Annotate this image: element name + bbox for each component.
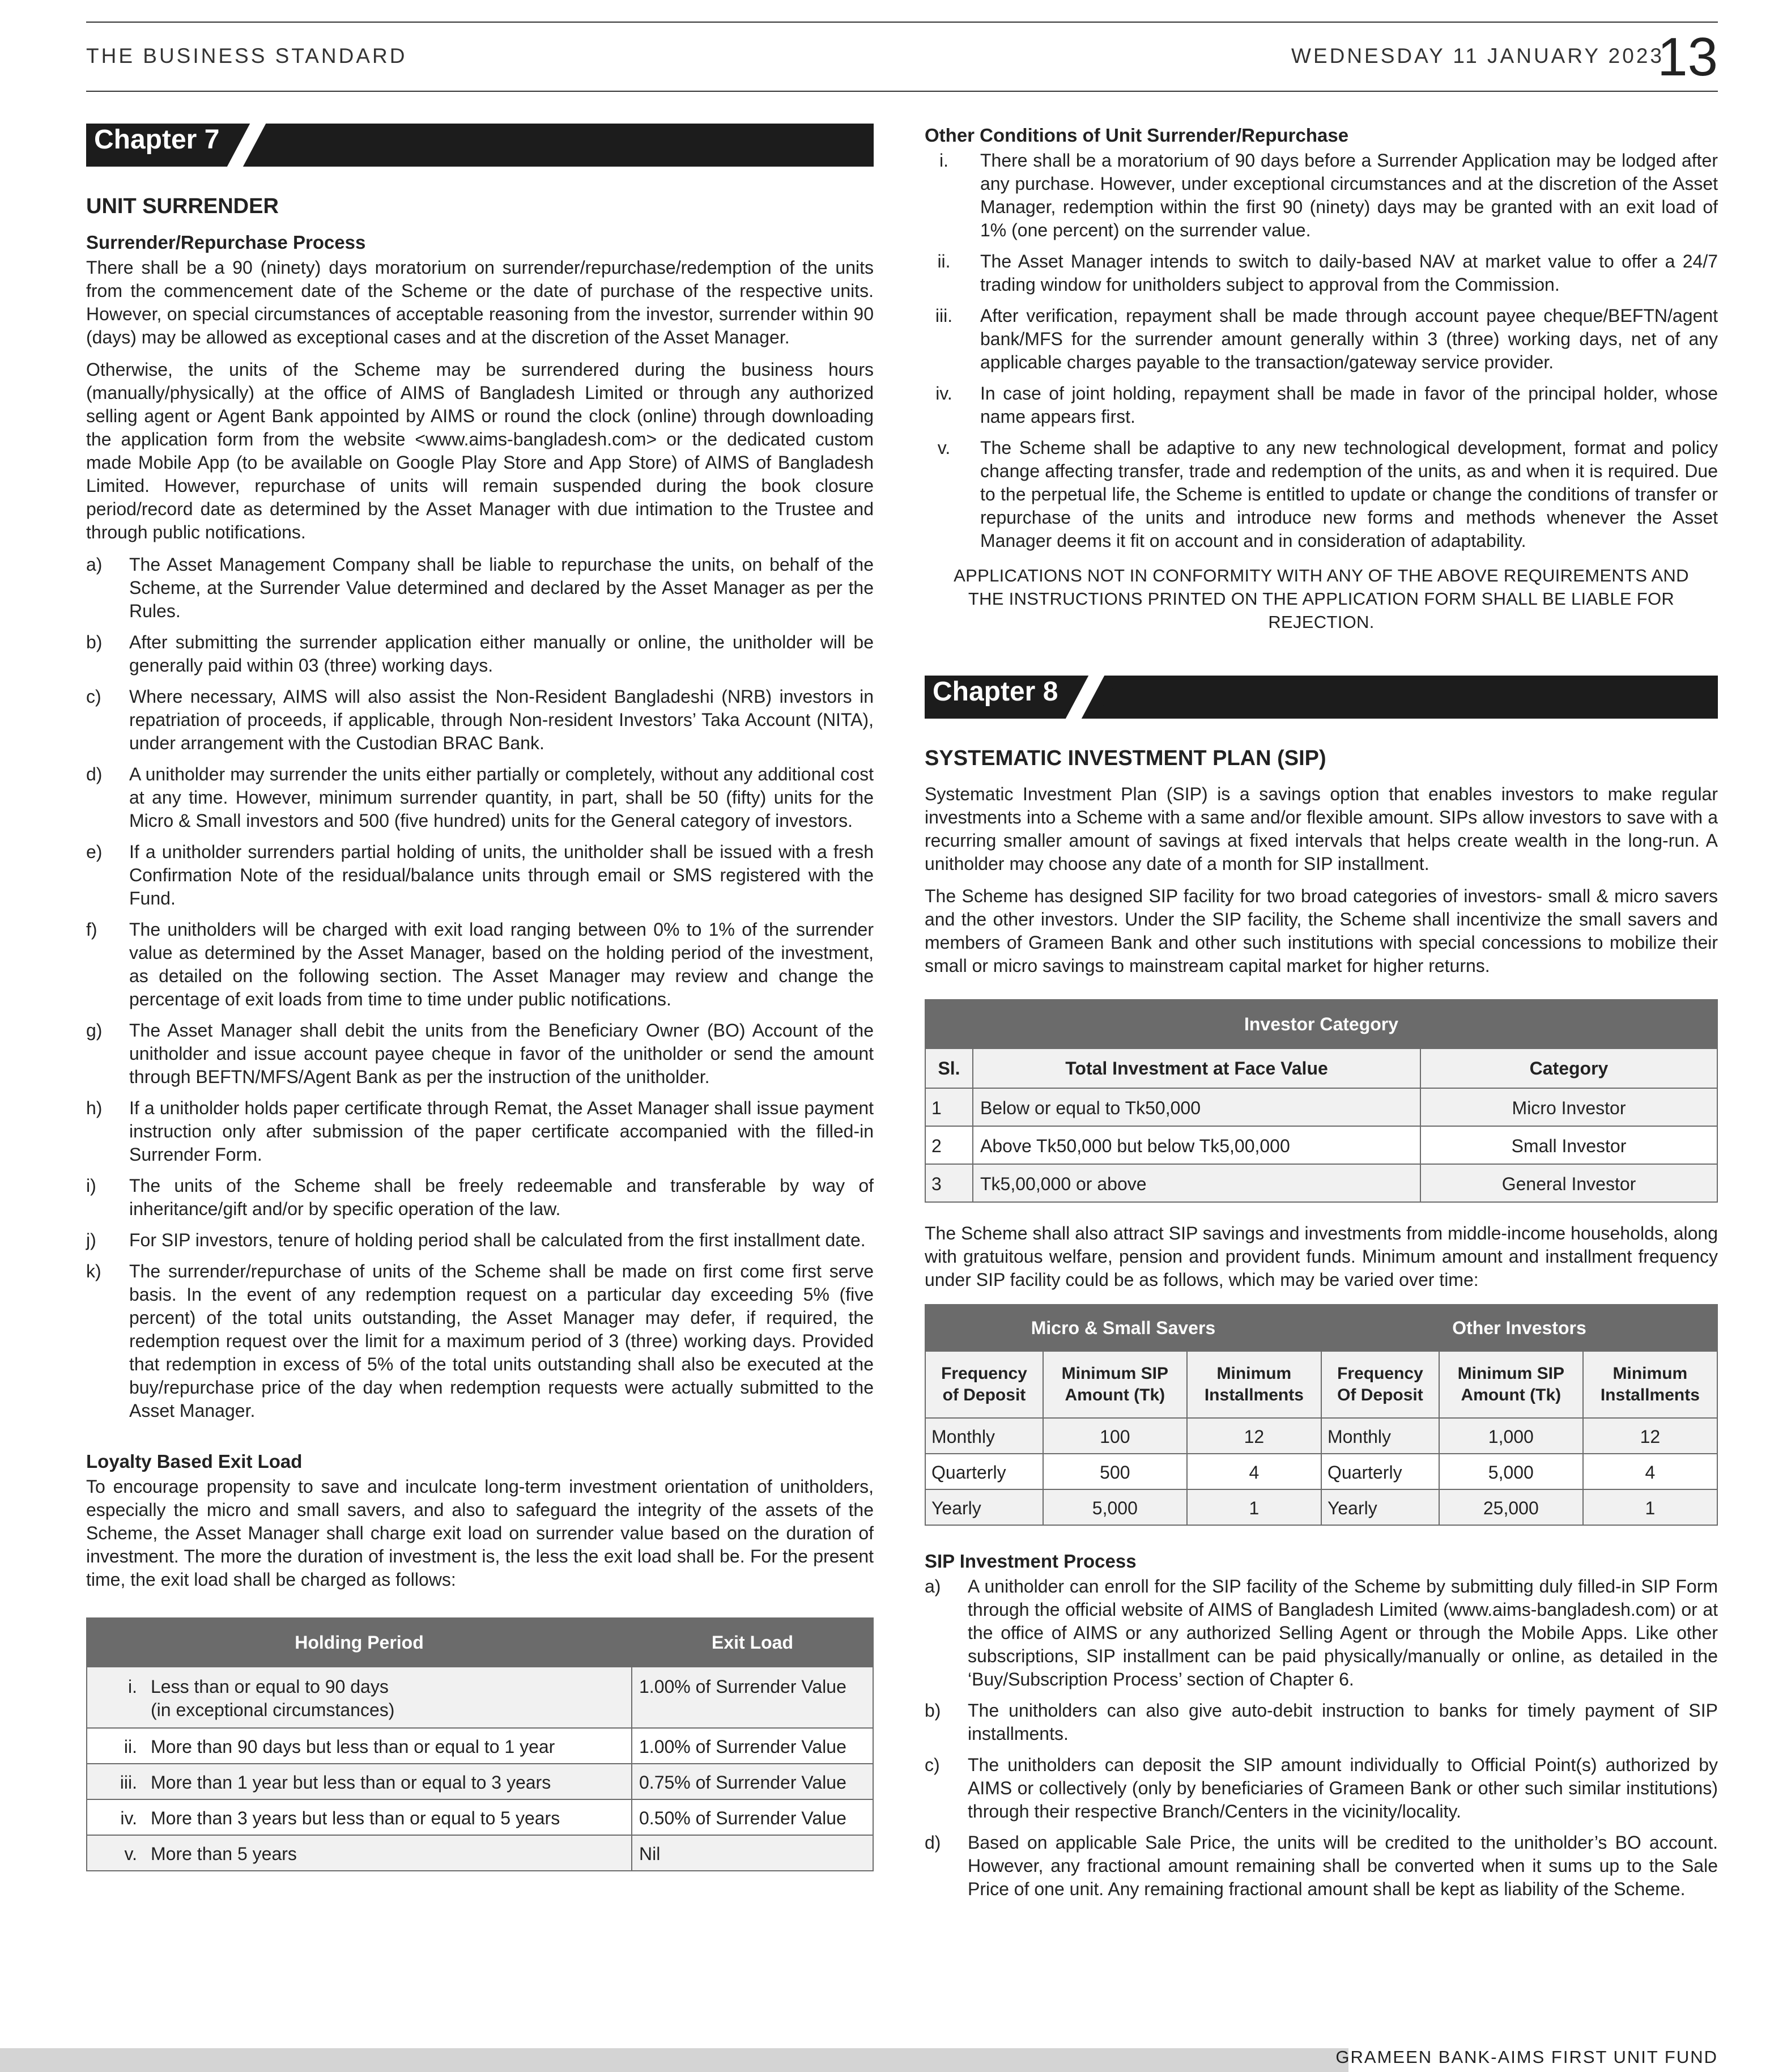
list-item bbox=[86, 685, 874, 755]
list-marker: c) bbox=[925, 1755, 940, 1775]
table-row bbox=[925, 1126, 1717, 1164]
minimum-installments: 12 bbox=[1187, 1418, 1321, 1454]
list-item bbox=[925, 1831, 1718, 1901]
list-item bbox=[86, 1260, 874, 1423]
header-line: Of Deposit bbox=[1337, 1386, 1423, 1404]
table-row bbox=[925, 1418, 1717, 1454]
chapter-7-banner bbox=[86, 124, 874, 167]
list-text: A unitholder can enroll for the SIP facility of the Scheme by submitting duly filled-in SIP Form through the official website of AIMS of Bangladesh Limited (www.aims-bangladesh.com) or at the office of AIMS or any authorized Selling Agent or through the Mobile Apps. Like other subscriptions, SIP installment can be paid physically/manually or online, as detailed in the ‘Buy/Subscription Process’ section of Chapter 6. bbox=[968, 1576, 1718, 1689]
surrender-rules-list bbox=[86, 553, 874, 1423]
list-text: The units of the Scheme shall be freely redeemable and transferable by way of inheritance/gift and/or by specific operation of the law. bbox=[129, 1175, 874, 1219]
list-text: If a unitholder surrenders partial holding of units, the unitholder shall be issued with a fresh Confirmation Note of the residual/balance units through email or SMS registered with the Fund. bbox=[129, 842, 874, 908]
paragraph: The Scheme shall also attract SIP savings and investments from middle-income households, along with gratuitous welfare, pension and provident funds. Minimum amount and installment frequency under SIP facility could be as follows, which may be varied over time: bbox=[925, 1223, 1718, 1290]
list-item bbox=[925, 1575, 1718, 1691]
holding-period-note: (in exceptional circumstances) bbox=[151, 1700, 395, 1720]
minimum-installments: 1 bbox=[1583, 1489, 1717, 1525]
list-marker: iii. bbox=[935, 305, 953, 326]
list-marker: d) bbox=[925, 1832, 941, 1853]
list-marker: a) bbox=[925, 1576, 941, 1597]
header-line: Minimum SIP bbox=[1457, 1364, 1564, 1383]
deposit-frequency: Monthly bbox=[1321, 1418, 1439, 1454]
column-header: Exit Load bbox=[632, 1618, 873, 1667]
header-line: Amount (Tk) bbox=[1065, 1386, 1165, 1404]
holding-period: More than 90 days but less than or equal to 1 year bbox=[151, 1736, 555, 1757]
section-title: SYSTEMATIC INVESTMENT PLAN (SIP) bbox=[925, 746, 1326, 770]
holding-period: More than 3 years but less than or equal to 5 years bbox=[151, 1808, 560, 1828]
header-line: Minimum bbox=[1216, 1364, 1292, 1383]
header-line: Installments bbox=[1600, 1386, 1700, 1404]
column-header: Sl. bbox=[925, 1048, 973, 1088]
header-line: Minimum SIP bbox=[1061, 1364, 1169, 1383]
table-title: Investor Category bbox=[925, 1000, 1717, 1048]
list-text: After submitting the surrender application either manually or online, the unitholder will be generally paid within 03 (three) working days. bbox=[129, 632, 874, 676]
issue-date: WEDNESDAY 11 JANUARY 2023 bbox=[1291, 44, 1664, 67]
subsection-heading: Loyalty Based Exit Load bbox=[86, 1451, 303, 1472]
investor-category-table bbox=[925, 999, 1718, 1203]
exit-load: 0.75% of Surrender Value bbox=[632, 1764, 873, 1799]
minimum-installments: 12 bbox=[1583, 1418, 1717, 1454]
investor-category: Micro Investor bbox=[1420, 1088, 1717, 1126]
column-header: Category bbox=[1420, 1048, 1717, 1088]
table-row bbox=[925, 1454, 1717, 1489]
column-header bbox=[1439, 1351, 1583, 1418]
list-item bbox=[86, 918, 874, 1011]
deposit-frequency: Monthly bbox=[925, 1418, 1043, 1454]
exit-load-table bbox=[86, 1617, 874, 1871]
list-marker: i. bbox=[939, 150, 948, 171]
list-text: The Asset Manager intends to switch to daily-based NAV at market value to offer a 24/7 trading window for unitholders subject to approval from the Commission. bbox=[980, 251, 1718, 295]
subsection-heading: SIP Investment Process bbox=[925, 1551, 1137, 1572]
holding-period: Less than or equal to 90 days bbox=[151, 1676, 389, 1697]
list-text: The unitholders can also give auto-debit instruction to banks for timely payment of SIP installments. bbox=[968, 1700, 1718, 1744]
list-item bbox=[925, 1699, 1718, 1746]
list-text: For SIP investors, tenure of holding period shall be calculated from the first installment date. bbox=[129, 1230, 866, 1250]
minimum-amount: 25,000 bbox=[1439, 1489, 1583, 1525]
list-text: In case of joint holding, repayment shall be made in favor of the principal holder, whose name appears first. bbox=[980, 383, 1718, 427]
subsection-heading: Surrender/Repurchase Process bbox=[86, 232, 366, 253]
list-marker: d) bbox=[86, 764, 103, 784]
column-header bbox=[1583, 1351, 1717, 1418]
minimum-installments: 1 bbox=[1187, 1489, 1321, 1525]
list-item bbox=[925, 1753, 1718, 1823]
sip-process-list bbox=[925, 1575, 1718, 1901]
left-column bbox=[86, 124, 874, 1871]
list-marker: h) bbox=[86, 1098, 103, 1118]
paragraph: There shall be a 90 (ninety) days moratorium on surrender/repurchase/redemption of the units from the commencement date of the Scheme or the date of purchase of the respective units. However, on special circumstances of acceptable reasoning from the investor, surrender within 90 (days) may be allowed as exceptional cases and at the discretion of the Asset Manager. bbox=[86, 257, 874, 347]
minimum-amount: 5,000 bbox=[1043, 1489, 1187, 1525]
investment-range: Above Tk50,000 but below Tk5,00,000 bbox=[973, 1126, 1420, 1164]
chapter-label: Chapter 8 bbox=[933, 677, 1058, 707]
list-text: The surrender/repurchase of units of the Scheme shall be made on first come first serve basis. In the event of any redemption request on a particular day exceeding 5% (five percent) of the total units outstanding, the Asset Manager may defer, if required, the redemption request over the limit for a maximum period of 3 (three) working days. Provided that redemption in excess of 5% of the total units outstanding shall also be executed at the buy/repurchase price of the day when redemption requests were actually submitted to the Asset Manager. bbox=[129, 1261, 874, 1421]
paragraph: Otherwise, the units of the Scheme may be surrendered during the business hours (manually/physically) at the office of AIMS of Bangladesh Limited or through any authorized selling agent or Agent Bank appointed by AIMS or round the clock (online) through downloading the application form from the website <www.aims-bangladesh.com> or the dedicated custom made Mobile App (to be available on Google Play Store and App Store) of AIMS of Bangladesh Limited. However, repurchase of units will remain suspended during the book closure period/record date as determined by the Asset Manager with due intimation to the Trustee and through public notifications. bbox=[86, 359, 874, 542]
right-column bbox=[925, 124, 1718, 1909]
investment-range: Tk5,00,000 or above bbox=[973, 1164, 1420, 1202]
exit-load: Nil bbox=[632, 1835, 873, 1871]
group-header: Other Investors bbox=[1321, 1305, 1717, 1351]
column-header: Total Investment at Face Value bbox=[973, 1048, 1420, 1088]
exit-load: 1.00% of Surrender Value bbox=[632, 1667, 873, 1728]
column-header bbox=[1187, 1351, 1321, 1418]
list-text: Based on applicable Sale Price, the units will be credited to the unitholder’s BO account. However, any fractional amount remaining shall be converted when it sums up to the Sale Price of one unit. Any remaining fractional amount shall be kept as liability of the Scheme. bbox=[968, 1832, 1718, 1899]
column-header bbox=[1043, 1351, 1187, 1418]
holding-period-cell bbox=[144, 1764, 632, 1799]
list-item bbox=[86, 631, 874, 677]
table-row bbox=[87, 1667, 873, 1728]
list-marker: c) bbox=[86, 686, 101, 707]
list-item bbox=[925, 436, 1718, 553]
list-text: The unitholders will be charged with exit load ranging between 0% to 1% of the surrender value as determined by the Asset Manager, based on the holding period of the investment, as detailed on the following section. The Asset Manager may review and change the percentage of exit loads from time to time under public notifications. bbox=[129, 919, 874, 1009]
deposit-frequency: Yearly bbox=[1321, 1489, 1439, 1525]
list-marker: v. bbox=[937, 438, 951, 458]
exit-load: 1.00% of Surrender Value bbox=[632, 1728, 873, 1764]
minimum-installments: 4 bbox=[1187, 1454, 1321, 1489]
list-marker: j) bbox=[86, 1230, 96, 1250]
table-row bbox=[87, 1835, 873, 1871]
column-header bbox=[925, 1351, 1043, 1418]
list-marker: b) bbox=[86, 632, 103, 652]
list-text: A unitholder may surrender the units either partially or completely, without any additional cost at any time. However, minimum surrender quantity, in part, shall be 50 (fifty) units for the Micro & Small investors and 500 (five hundred) units for the General category of investors. bbox=[129, 764, 874, 831]
list-marker: k) bbox=[86, 1261, 101, 1281]
sip-frequency-table bbox=[925, 1304, 1718, 1526]
deposit-frequency: Quarterly bbox=[1321, 1454, 1439, 1489]
list-marker: iv. bbox=[935, 383, 952, 404]
deposit-frequency: Yearly bbox=[925, 1489, 1043, 1525]
exit-load: 0.50% of Surrender Value bbox=[632, 1799, 873, 1835]
list-item bbox=[86, 1174, 874, 1221]
list-text: The unitholders can deposit the SIP amount individually to Official Point(s) authorized by AIMS or collectively (only by beneficiaries of Grameen Bank or other such similar institutions) through their respective Branch/Centers in the vicinity/locality. bbox=[968, 1755, 1718, 1822]
row-number: iv. bbox=[87, 1799, 144, 1835]
row-number: v. bbox=[87, 1835, 144, 1871]
list-item bbox=[925, 304, 1718, 374]
list-item bbox=[86, 1229, 874, 1252]
list-item bbox=[925, 382, 1718, 428]
paragraph: The Scheme has designed SIP facility for two broad categories of investors- small & micro savers and the other investors. Under the SIP facility, the Scheme shall incentivize the small savers and members of Grameen Bank and other such institutions with special concessions to mobilize their small or micro savings to mainstream capital market for higher returns. bbox=[925, 886, 1718, 976]
paragraph: Systematic Investment Plan (SIP) is a savings option that enables investors to make regular investments into a Scheme with a same and/or flexible amount. SIPs allow investors to save with a recurring smaller amount of savings at fixed intervals that helps create wealth in the long-run. A unitholder may choose any date of a month for SIP installment. bbox=[925, 784, 1718, 874]
rejection-notice: APPLICATIONS NOT IN CONFORMITY WITH ANY OF THE ABOVE REQUIREMENTS AND THE INSTRUCTIONS PRINTED ON THE APPLICATION FORM SHALL BE LIABLE FOR REJECTION. bbox=[954, 566, 1689, 632]
list-marker: b) bbox=[925, 1700, 941, 1721]
minimum-amount: 100 bbox=[1043, 1418, 1187, 1454]
table-row bbox=[87, 1764, 873, 1799]
footer-strip bbox=[0, 2048, 1348, 2072]
list-text: If a unitholder holds paper certificate through Remat, the Asset Manager shall issue payment instruction only after submission of the paper certificate accompanied with the filled-in Surrender Form. bbox=[129, 1098, 874, 1165]
minimum-amount: 5,000 bbox=[1439, 1454, 1583, 1489]
minimum-amount: 500 bbox=[1043, 1454, 1187, 1489]
table-row bbox=[925, 1164, 1717, 1202]
minimum-amount: 1,000 bbox=[1439, 1418, 1583, 1454]
list-marker: i) bbox=[86, 1175, 96, 1196]
list-item bbox=[86, 840, 874, 910]
other-conditions-list bbox=[925, 149, 1718, 553]
investor-category: General Investor bbox=[1420, 1164, 1717, 1202]
row-number: i. bbox=[87, 1667, 144, 1728]
investment-range: Below or equal to Tk50,000 bbox=[973, 1088, 1420, 1126]
header-line: Frequency bbox=[941, 1364, 1027, 1383]
list-item bbox=[86, 553, 874, 623]
holding-period-cell bbox=[144, 1799, 632, 1835]
list-text: There shall be a moratorium of 90 days before a Surrender Application may be lodged after any purchase. However, under exceptional circumstances and at the discretion of the Asset Manager, redemption within the first 90 (ninety) days may be granted with an exit load of 1% (one percent) on the surrender value. bbox=[980, 150, 1718, 240]
list-text: The Scheme shall be adaptive to any new technological development, format and policy change affecting transfer, trade and redemption of the units, as and when it is required. Due to the perpetual life, the Scheme is entitled to update or change the conditions of transfer or repurchase of the units and introduce new forms and methods whenever the Asset Manager deems it fit on account and in consideration of adaptability. bbox=[980, 438, 1718, 551]
row-number: iii. bbox=[87, 1764, 144, 1799]
page-number: 13 bbox=[1657, 27, 1718, 87]
list-text: The Asset Management Company shall be liable to repurchase the units, on behalf of the Scheme, at the Surrender Value determined and declared by the Asset Manager as per the Rules. bbox=[129, 554, 874, 621]
list-marker: a) bbox=[86, 554, 103, 575]
subsection-heading: Other Conditions of Unit Surrender/Repurchase bbox=[925, 125, 1349, 146]
holding-period: More than 5 years bbox=[151, 1844, 297, 1864]
footer-fund-name: GRAMEEN BANK-AIMS FIRST UNIT FUND bbox=[1335, 2047, 1718, 2067]
list-item bbox=[86, 1097, 874, 1166]
section-title: UNIT SURRENDER bbox=[86, 194, 279, 218]
list-marker: e) bbox=[86, 842, 103, 862]
header-line: Minimum bbox=[1612, 1364, 1688, 1383]
deposit-frequency: Quarterly bbox=[925, 1454, 1043, 1489]
masthead bbox=[86, 22, 1718, 92]
list-item bbox=[86, 763, 874, 833]
list-text: After verification, repayment shall be made through account payee cheque/BEFTN/agent bank/MFS for the surrender amount generally within 3 (three) working days, net of any applicable charges payable to the transaction/gateway service provider. bbox=[980, 305, 1718, 372]
list-marker: f) bbox=[86, 919, 97, 940]
chapter-8-banner bbox=[925, 676, 1718, 719]
list-item bbox=[86, 1019, 874, 1089]
newspaper-page bbox=[86, 22, 1718, 2056]
holding-period-cell bbox=[144, 1667, 632, 1728]
serial-number: 2 bbox=[925, 1126, 973, 1164]
list-text: The Asset Manager shall debit the units from the Beneficiary Owner (BO) Account of the unitholder and issue account payee cheque in favor of the unitholder or send the amount through BEFTN/MFS/Agent Bank as per the instruction of the unitholder. bbox=[129, 1020, 874, 1087]
holding-period-cell bbox=[144, 1728, 632, 1764]
row-number: ii. bbox=[87, 1728, 144, 1764]
column-header bbox=[1321, 1351, 1439, 1418]
holding-period-cell bbox=[144, 1835, 632, 1871]
list-text: Where necessary, AIMS will also assist the Non-Resident Bangladeshi (NRB) investors in repatriation of proceeds, if applicable, through Non-resident Investors’ Taka Account (NITA), under arrangement with the Custodian BRAC Bank. bbox=[129, 686, 874, 753]
list-item bbox=[925, 149, 1718, 242]
minimum-installments: 4 bbox=[1583, 1454, 1717, 1489]
header-line: of Deposit bbox=[942, 1386, 1026, 1404]
list-marker: ii. bbox=[937, 251, 951, 271]
group-header: Micro & Small Savers bbox=[925, 1305, 1321, 1351]
holding-period: More than 1 year but less than or equal to 3 years bbox=[151, 1772, 551, 1793]
list-marker: g) bbox=[86, 1020, 103, 1041]
table-row bbox=[925, 1489, 1717, 1525]
header-line: Amount (Tk) bbox=[1461, 1386, 1561, 1404]
investor-category: Small Investor bbox=[1420, 1126, 1717, 1164]
chapter-label: Chapter 7 bbox=[94, 125, 220, 155]
serial-number: 1 bbox=[925, 1088, 973, 1126]
column-header: Holding Period bbox=[87, 1618, 632, 1667]
table-row bbox=[87, 1799, 873, 1835]
header-line: Frequency bbox=[1337, 1364, 1423, 1383]
paragraph: To encourage propensity to save and inculcate long-term investment orientation of unitholders, especially the micro and small savers, and also to safeguard the integrity of the assets of the Scheme, the Asset Manager shall charge exit load on surrender value based on the duration of investment. The more the duration of investment is, the less the exit load shall be. For the present time, the exit load shall be charged as follows: bbox=[86, 1476, 874, 1590]
paper-name: THE BUSINESS STANDARD bbox=[86, 44, 407, 67]
header-line: Installments bbox=[1204, 1386, 1304, 1404]
serial-number: 3 bbox=[925, 1164, 973, 1202]
list-item bbox=[925, 250, 1718, 296]
table-row bbox=[87, 1728, 873, 1764]
table-row bbox=[925, 1088, 1717, 1126]
